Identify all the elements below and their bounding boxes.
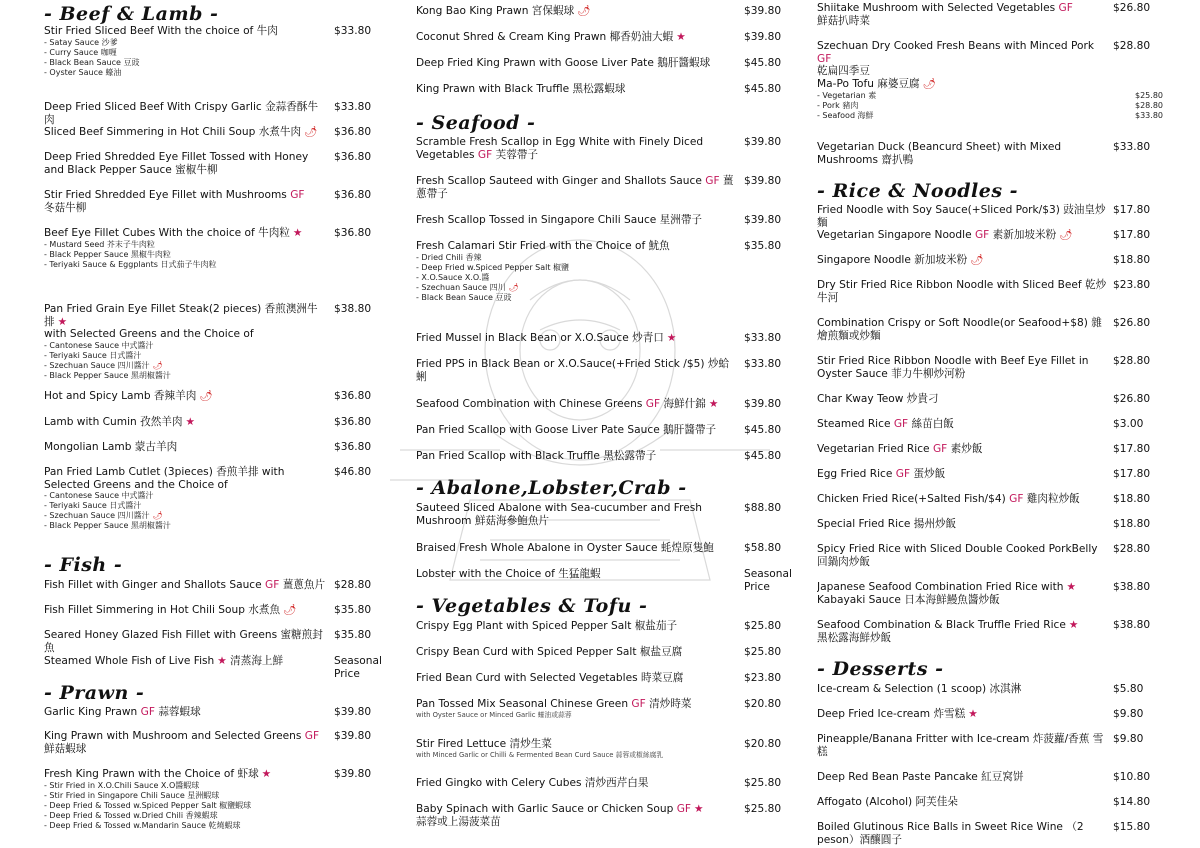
option-price: $25.80 (1135, 90, 1163, 100)
menu-item-name: Hot and Spicy Lamb 香辣羊肉 🌶 (44, 390, 213, 402)
option-row: - Teriyaki Sauce & Eggplants 日式茄子牛肉粒 (44, 259, 217, 269)
menu-item (44, 655, 396, 680)
option-row: - X.O.Sauce X.O.醬 (416, 272, 490, 282)
option-row: - Pork 豬肉 $28.80 (817, 101, 1175, 111)
menu-item-price: $28.80 (334, 579, 372, 591)
section-heading: - Abalone,Lobster,Crab - (416, 477, 687, 499)
menu-item-name: Fried Mussel in Black Bean or X.O.Sauce 炒青口 ★ (416, 332, 677, 344)
menu-item (416, 542, 806, 555)
menu-item (817, 78, 1175, 121)
gluten-free-badge: GF (631, 698, 646, 710)
chili-pepper-icon: 🌶 (283, 604, 297, 616)
menu-item-name: Japanese Seafood Combination Fried Rice with ★ Kabayaki Sauce 日本海鮮鰻魚醬炒飯 (817, 581, 1076, 606)
menu-item-name: Chicken Fried Rice(+Salted Fish/$4) GF 雞肉粒炒飯 (817, 493, 1080, 505)
menu-item-note: with Oyster Sauce or Minced Garlic 蠔油或蒜蓉 (416, 710, 572, 719)
option-row: - Mustard Seed 芥末子牛肉粒 (44, 239, 155, 249)
menu-item-price: $26.80 (1113, 2, 1151, 14)
menu-item-name: Szechuan Dry Cooked Fresh Beans with Minced Pork GF 乾扁四季豆 (817, 40, 1095, 77)
menu-item-price: $25.80 (744, 803, 782, 815)
menu-item-price: $3.00 (1113, 418, 1144, 430)
menu-item-price: $28.80 (1113, 543, 1151, 555)
menu-item-price: $36.80 (334, 441, 372, 453)
gluten-free-badge: GF (477, 148, 493, 161)
option-row: - Stir Fried in Singapore Chili Sauce 星洲蝦球 (44, 790, 220, 800)
menu-item-price: $25.80 (744, 646, 782, 658)
menu-item (44, 126, 396, 139)
menu-item-name: Fried Noodle with Soy Sauce(+Sliced Pork/$3) 豉油皇炒麵 (817, 204, 1106, 229)
menu-item (416, 332, 806, 345)
star-icon: ★ (292, 227, 303, 239)
menu-item-name: Stir Fried Rice Ribbon Noodle with Beef Eye Fillet in Oyster Sauce 菲力牛柳炒河粉 (817, 355, 1089, 380)
menu-column-middle (416, 0, 806, 848)
menu-item-name: Seafood Combination & Black Truffle Fried Rice ★ 黑松露海鮮炒飯 (817, 619, 1079, 644)
menu-item (817, 543, 1175, 568)
menu-item-name: Fried Gingko with Celery Cubes 清炒西芹白果 (416, 777, 649, 789)
menu-item-name: Deep Red Bean Paste Pancake 紅豆窝饼 (817, 771, 1024, 783)
menu-item (44, 101, 396, 126)
menu-item-name: Pan Fried Lamb Cutlet (3pieces) 香煎羊排 with Selected Greens and the Choice of (44, 466, 285, 491)
menu-item-price: $45.80 (744, 83, 782, 95)
menu-item (416, 358, 806, 383)
menu-item-name: Scramble Fresh Scallop in Egg White with Finely Diced Vegetables GF 芙蓉帶子 (416, 136, 704, 161)
chili-pepper-icon: 🌶 (577, 5, 591, 17)
menu-item (817, 493, 1175, 506)
menu-item (817, 229, 1175, 242)
menu-item-price: $17.80 (1113, 443, 1151, 455)
menu-item-price: $88.80 (744, 502, 782, 514)
menu-item-price: $9.80 (1113, 733, 1144, 745)
chili-pepper-icon: 🌶 (152, 360, 163, 370)
menu-item-price: $35.80 (334, 629, 372, 641)
menu-item-name: Mongolian Lamb 蒙古羊肉 (44, 441, 178, 453)
star-icon: ★ (666, 332, 677, 344)
menu-item (416, 502, 806, 527)
section-heading: - Seafood - (416, 112, 536, 134)
menu-item (44, 416, 396, 429)
star-icon: ★ (1068, 619, 1079, 631)
menu-item-price: $18.80 (1113, 493, 1151, 505)
menu-item (416, 450, 806, 463)
menu-item-price: $39.80 (744, 398, 782, 410)
option-row: - Deep Fried & Tossed w.Spiced Pepper Salt 椒鹽蝦球 (44, 800, 252, 810)
menu-item-name: Special Fried Rice 揚州炒飯 (817, 518, 957, 530)
menu-item-options (44, 38, 396, 78)
menu-item-name: Spicy Fried Rice with Sliced Double Cooked PorkBelly 回鍋肉炒飯 (817, 543, 1098, 568)
menu-item-name: Seared Honey Glazed Fish Fillet with Greens 蜜糖煎封魚 (44, 629, 323, 654)
menu-item-price: $39.80 (334, 730, 372, 742)
menu-item (416, 214, 806, 227)
menu-item-price: $26.80 (1113, 317, 1151, 329)
option-row: - Deep Fried w.Spiced Pepper Salt 椒鹽 (416, 262, 570, 272)
option-row: - Teriyaki Sauce 日式醬汁 (44, 350, 142, 360)
menu-item-name: Pan Fried Scallop with Black Truffle 黑松露帶子 (416, 450, 657, 462)
menu-item-price: $28.80 (1113, 355, 1151, 367)
menu-item-price: Seasonal Price (744, 568, 792, 593)
section-heading: - Vegetables & Tofu - (416, 595, 648, 617)
menu-item-name: Lamb with Cumin 孜然羊肉 ★ (44, 416, 195, 428)
menu-item (817, 771, 1175, 784)
menu-item-options (817, 91, 1175, 121)
menu-item-price: $17.80 (1113, 229, 1151, 241)
chili-pepper-icon: 🌶 (508, 282, 519, 292)
menu-item-name: Coconut Shred & Cream King Prawn 椰香奶油大蝦 ★ (416, 31, 686, 43)
menu-column-right (817, 0, 1175, 848)
gluten-free-badge: GF (304, 730, 320, 742)
menu-item (44, 579, 396, 592)
menu-item-name: Crispy Egg Plant with Spiced Pepper Salt 椒盐茄子 (416, 620, 678, 632)
menu-item-name: Boiled Glutinous Rice Balls in Sweet Rice Wine （2 peson）酒釀圓子 (817, 821, 1084, 846)
menu-item (817, 733, 1175, 758)
menu-item-name: Shiitake Mushroom with Selected Vegetables GF 鮮菇扒時菜 (817, 2, 1073, 27)
menu-item (817, 2, 1175, 27)
star-icon: ★ (185, 416, 195, 428)
menu-item (416, 803, 806, 828)
star-icon: ★ (57, 315, 68, 328)
menu-item-name: Fresh King Prawn with the Choice of 虾球 ★ (44, 768, 272, 780)
menu-item-price: $36.80 (334, 126, 372, 138)
menu-item (817, 821, 1175, 846)
menu-item (416, 620, 806, 633)
menu-item-name: Fried PPS in Black Bean or X.O.Sauce(+Fried Stick /$5) 炒蛤蜊 (416, 358, 730, 383)
menu-item (44, 25, 396, 78)
menu-item-name: Vegetarian Fried Rice GF 素炒飯 (817, 443, 983, 455)
gluten-free-badge: GF (974, 229, 990, 241)
option-row: - Teriyaki Sauce 日式醬汁 (44, 501, 142, 510)
menu-item-name: Crispy Bean Curd with Spiced Pepper Salt 椒盐豆腐 (416, 646, 683, 658)
gluten-free-badge: GF (1009, 493, 1024, 505)
menu-item (416, 777, 806, 790)
menu-item-name: Stir Fried Shredded Eye Fillet with Mushrooms GF 冬菇牛柳 (44, 189, 305, 214)
menu-item-name: Fresh Calamari Stir Fried with the Choice of 魷魚 (416, 240, 670, 252)
menu-item-price: $18.80 (1113, 254, 1151, 266)
gluten-free-badge: GF (895, 468, 911, 480)
menu-item-name: Pineapple/Banana Fritter with Ice-cream 炸菠蘿/香蕉 雪糕 (817, 733, 1104, 758)
menu-item-name: Pan Fried Grain Eye Fillet Steak(2 pieces) 香煎澳洲牛排 ★ with Selected Greens and the Choice of (44, 303, 318, 340)
menu-item (44, 189, 396, 214)
option-row: - Cantonese Sauce 中式醬汁 (44, 491, 154, 500)
star-icon: ★ (968, 708, 978, 720)
menu-item-name: Kong Bao King Prawn 宮保蝦球 🌶 (416, 5, 591, 17)
option-row: - Szechuan Sauce 四川 🌶 (416, 282, 519, 292)
menu-item-options (44, 240, 396, 270)
menu-item-price: $36.80 (334, 416, 372, 428)
menu-item-name: Dry Stir Fried Rice Ribbon Noodle with Sliced Beef 乾炒牛河 (817, 279, 1107, 304)
gluten-free-badge: GF (645, 398, 661, 410)
menu-item-price: $28.80 (1113, 40, 1151, 52)
menu-item-price: $33.80 (744, 358, 782, 370)
star-icon: ★ (261, 768, 272, 780)
menu-item-price: $36.80 (334, 390, 372, 402)
menu-item (416, 672, 806, 685)
option-row: - Dried Chili 香辣 (416, 252, 482, 262)
menu-item-name: Fish Fillet Simmering in Hot Chili Soup 水煮魚 🌶 (44, 604, 297, 616)
menu-item-price: $33.80 (744, 332, 782, 344)
menu-item (416, 424, 806, 437)
menu-item-price: $33.80 (334, 25, 372, 37)
menu-item-price: $38.80 (1113, 581, 1151, 593)
menu-item (817, 518, 1175, 531)
menu-item-price: Seasonal Price (334, 655, 382, 680)
menu-item-name: Fresh Scallop Sauteed with Ginger and Shallots Sauce GF 薑蔥帶子 (416, 175, 734, 200)
menu-item (416, 398, 806, 411)
section-heading: - Prawn - (44, 682, 145, 704)
menu-item-name: Steamed Rice GF 絲苗白飯 (817, 418, 954, 430)
option-row: - Curry Sauce 咖喱 (44, 47, 117, 57)
menu-item (817, 443, 1175, 456)
star-icon: ★ (694, 803, 704, 815)
menu-item (817, 683, 1175, 696)
gluten-free-badge: GF (893, 418, 909, 430)
menu-item (817, 355, 1175, 380)
menu-item-name: Sauteed Sliced Abalone with Sea-cucumber and Fresh Mushroom 鮮菇海參鮑魚片 (416, 502, 702, 527)
menu-item (44, 706, 396, 719)
option-row: - Deep Fried & Tossed w.Dried Chili 香辣蝦球 (44, 810, 218, 820)
menu-item (416, 57, 806, 70)
menu-item-name: Garlic King Prawn GF 蒜蓉蝦球 (44, 706, 201, 718)
gluten-free-badge: GF (705, 175, 720, 187)
menu-item-name: Sliced Beef Simmering in Hot Chili Soup 水煮牛肉 🌶 (44, 126, 318, 138)
menu-item-price: $39.80 (744, 31, 782, 43)
menu-item-price: $39.80 (744, 214, 782, 226)
chili-pepper-icon: 🌶 (922, 78, 937, 90)
menu-item (44, 390, 396, 403)
menu-item-name: Ma-Po Tofu 麻婆豆腐 🌶 (817, 78, 937, 90)
gluten-free-badge: GF (932, 443, 948, 455)
menu-item (44, 227, 396, 270)
menu-item-name: Stir Fried Sliced Beef With the choice of 牛肉 (44, 25, 278, 37)
menu-item-price: $9.80 (1113, 708, 1144, 720)
menu-item-price: $36.80 (334, 189, 372, 201)
menu-item-price: $39.80 (744, 175, 782, 187)
menu-item-price: $33.80 (1113, 141, 1151, 153)
menu-column-left (44, 0, 396, 848)
menu-item-price: $39.80 (744, 136, 782, 148)
menu-item-price: $45.80 (744, 424, 782, 436)
menu-item-name: Singapore Noodle 新加坡米粉 🌶 (817, 254, 984, 266)
menu-item-price: $45.80 (744, 57, 782, 69)
menu-item-name: Braised Fresh Whole Abalone in Oyster Sauce 蚝煌原隻鮑 (416, 542, 714, 554)
menu-item (44, 151, 396, 176)
menu-item (416, 5, 806, 18)
menu-item (817, 468, 1175, 481)
star-icon: ★ (1066, 581, 1076, 593)
menu-item-price: $15.80 (1113, 821, 1151, 833)
menu-item-price: $39.80 (334, 768, 372, 780)
menu-item-name: Beef Eye Fillet Cubes With the choice of 牛肉粒 ★ (44, 227, 303, 239)
menu-item-name: King Prawn with Black Truffle 黑松露蝦球 (416, 83, 626, 95)
menu-item (416, 698, 806, 719)
menu-item (817, 393, 1175, 406)
menu-item-name: Affogato (Alcohol) 阿芙佳朵 (817, 796, 958, 808)
menu-item-name: Steamed Whole Fish of Live Fish ★ 清蒸海上鮮 (44, 655, 284, 667)
menu-item (817, 708, 1175, 721)
star-icon: ★ (217, 655, 227, 667)
option-row: - Szechuan Sauce 四川醬汁 🌶 (44, 360, 163, 370)
menu-item (44, 629, 396, 654)
menu-item-name: Pan Fried Scallop with Goose Liver Pate Sauce 鵝肝醬帶子 (416, 424, 717, 436)
option-row: - Vegetarian 素 $25.80 (817, 91, 1175, 101)
option-row: - Cantonese Sauce 中式醬汁 (44, 340, 154, 350)
option-row: - Black Bean Sauce 豆豉 (44, 57, 140, 67)
menu-item-price: $39.80 (334, 706, 372, 718)
menu-item-name: Pan Tossed Mix Seasonal Chinese Green GF 清炒時菜 (416, 698, 692, 710)
menu-item (817, 796, 1175, 809)
option-row: - Oyster Sauce 蠔油 (44, 67, 122, 77)
option-row: - Szechuan Sauce 四川醬汁 🌶 (44, 511, 163, 520)
menu-item-name: Stir Fired Lettuce 清炒生菜 (416, 738, 552, 750)
menu-item-price: $38.80 (334, 303, 372, 315)
menu-item (416, 646, 806, 659)
menu-item (44, 303, 396, 381)
chili-pepper-icon: 🌶 (304, 126, 318, 138)
option-row: - Black Bean Sauce 豆豉 (416, 292, 512, 302)
menu-item (817, 204, 1175, 229)
section-heading: - Rice & Noodles - (817, 180, 1019, 202)
menu-item-price: $20.80 (744, 738, 782, 750)
menu-item-price: $35.80 (744, 240, 782, 252)
menu-item-options (44, 781, 396, 831)
menu-item-price: $46.80 (334, 466, 372, 478)
option-price: $28.80 (1135, 100, 1163, 110)
menu-item-price: $25.80 (744, 777, 782, 789)
menu-item-options (416, 253, 806, 303)
option-row: - Black Pepper Sauce 黑胡椒醬汁 (44, 370, 171, 380)
menu-item (416, 568, 806, 593)
chili-pepper-icon: 🌶 (970, 254, 984, 266)
section-heading: - Fish - (44, 554, 123, 576)
option-price: $33.80 (1135, 110, 1163, 120)
section-heading: - Beef & Lamb - (44, 3, 219, 25)
menu-item-price: $25.80 (744, 620, 782, 632)
menu-item-options (44, 341, 396, 381)
menu-item-price: $14.80 (1113, 796, 1151, 808)
option-row: - Black Pepper Sauce 黑胡椒醬汁 (44, 521, 171, 530)
menu-item-options (44, 491, 396, 531)
gluten-free-badge: GF (676, 803, 692, 815)
menu-item (817, 317, 1175, 342)
menu-item-price: $26.80 (1113, 393, 1151, 405)
menu-item-price: $17.80 (1113, 468, 1151, 480)
menu-item (416, 31, 806, 44)
gluten-free-badge: GF (1058, 2, 1073, 14)
menu-item-name: Deep Fried Shredded Eye Fillet Tossed with Honey and Black Pepper Sauce 蜜椒牛柳 (44, 151, 309, 176)
menu-item-price: $18.80 (1113, 518, 1151, 530)
menu-item-price: $33.80 (334, 101, 372, 113)
menu-item (416, 175, 806, 200)
chili-pepper-icon: 🌶 (152, 511, 163, 520)
menu-item-name: Deep Fried King Prawn with Goose Liver Pate 鵝肝醬蝦球 (416, 57, 711, 69)
menu-item-name: King Prawn with Mushroom and Selected Greens GF 鮮菇蝦球 (44, 730, 320, 755)
menu-item (416, 136, 806, 161)
menu-item (44, 466, 396, 531)
menu-item (817, 279, 1175, 304)
menu-item-name: Egg Fried Rice GF 蛋炒飯 (817, 468, 946, 480)
option-row: - Black Pepper Sauce 黑椒牛肉粒 (44, 249, 171, 259)
menu-item-price: $35.80 (334, 604, 372, 616)
menu-item-name: Fresh Scallop Tossed in Singapore Chili Sauce 星洲帶子 (416, 214, 703, 226)
menu-item (44, 441, 396, 454)
menu-item-name: Combination Crispy or Soft Noodle(or Seafood+$8) 雜燴煎麵或炒麵 (817, 317, 1102, 342)
menu-item-price: $36.80 (334, 227, 372, 239)
chili-pepper-icon: 🌶 (1059, 229, 1073, 241)
menu-item (817, 418, 1175, 431)
menu-item-price: $36.80 (334, 151, 372, 163)
menu-item (44, 730, 396, 755)
menu-item-price: $17.80 (1113, 204, 1151, 216)
gluten-free-badge: GF (290, 189, 305, 201)
option-row: - Seafood 海鮮 $33.80 (817, 111, 1175, 121)
section-heading: - Desserts - (817, 658, 944, 680)
menu-item-name: Vegetarian Singapore Noodle GF 素新加坡米粉 🌶 (817, 229, 1073, 241)
menu-item (817, 254, 1175, 267)
star-icon: ★ (708, 398, 719, 410)
menu-item (817, 141, 1175, 166)
menu-item (416, 738, 806, 759)
menu-item-name: Deep Fried Sliced Beef With Crispy Garlic 金蒜香酥牛肉 (44, 101, 319, 126)
menu-item (416, 83, 806, 96)
menu-item-name: Fried Bean Curd with Selected Vegetables 時菜豆腐 (416, 672, 684, 684)
menu-item-name: Deep Fried Ice-cream 炸雪糕 ★ (817, 708, 978, 720)
menu-item (416, 240, 806, 303)
menu-item-name: Baby Spinach with Garlic Sauce or Chicken Soup GF ★ 蒜蓉或上湯菠菜苗 (416, 803, 704, 828)
menu-item-price: $23.80 (1113, 279, 1151, 291)
gluten-free-badge: GF (817, 52, 832, 65)
menu-item (44, 768, 396, 831)
menu-item (817, 40, 1175, 78)
menu-item-price: $39.80 (744, 5, 782, 17)
menu-item-name: Ice-cream & Selection (1 scoop) 冰淇淋 (817, 683, 1022, 695)
gluten-free-badge: GF (140, 706, 155, 718)
menu-item-note: with Minced Garlic or Chilli & Fermented Bean Curd Sauce 蒜蓉或椒絲腐乳 (416, 750, 664, 759)
menu-item-price: $23.80 (744, 672, 782, 684)
menu-item-name: Char Kway Teow 炒貴刁 (817, 393, 939, 405)
chili-pepper-icon: 🌶 (199, 390, 213, 402)
menu-item (817, 581, 1175, 606)
menu-item-price: $10.80 (1113, 771, 1151, 783)
gluten-free-badge: GF (265, 579, 280, 591)
menu-item (44, 604, 396, 617)
star-icon: ★ (676, 31, 686, 43)
menu-item-price: $45.80 (744, 450, 782, 462)
menu-item-price: $38.80 (1113, 619, 1151, 631)
menu-item-name: Vegetarian Duck (Beancurd Sheet) with Mixed Mushrooms 齋扒鴨 (817, 141, 1062, 166)
menu-item-price: $58.80 (744, 542, 782, 554)
menu-item (817, 619, 1175, 644)
menu-item-name: Seafood Combination with Chinese Greens GF 海鮮什錦 ★ (416, 398, 719, 410)
menu-item-price: $5.80 (1113, 683, 1144, 695)
option-row: - Stir Fried in X.O.Chili Sauce X.O醬蝦球 (44, 780, 200, 790)
menu-item-name: Fish Fillet with Ginger and Shallots Sauce GF 薑蔥魚片 (44, 579, 326, 591)
option-row: - Deep Fried & Tossed w.Mandarin Sauce 乾燒蝦球 (44, 820, 241, 830)
option-row: - Satay Sauce 沙爹 (44, 37, 118, 47)
menu-item-name: Lobster with the Choice of 生猛龍蝦 (416, 568, 601, 580)
menu-item-price: $20.80 (744, 698, 782, 710)
